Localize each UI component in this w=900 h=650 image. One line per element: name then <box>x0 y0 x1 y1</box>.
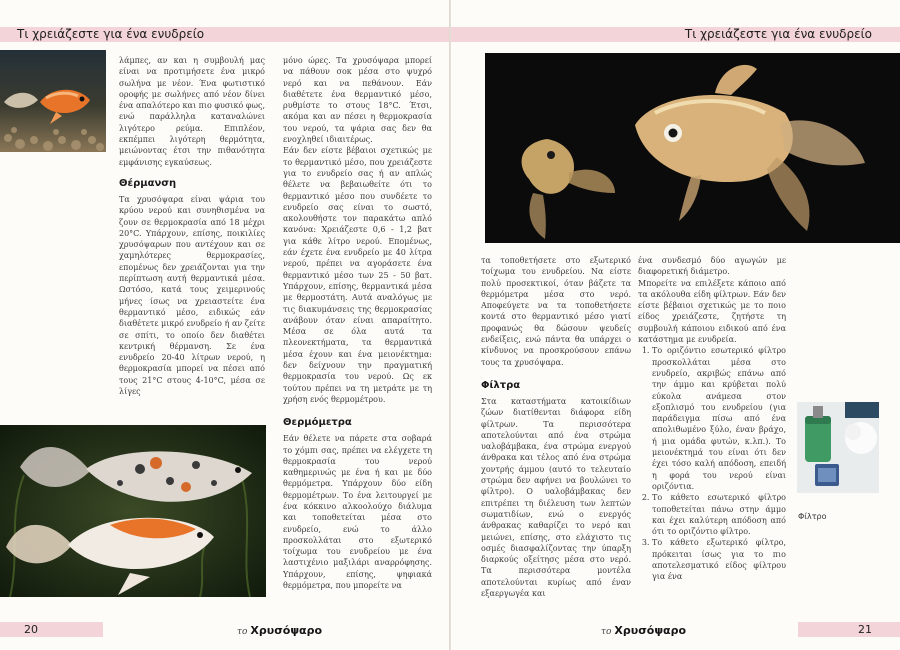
lighting-paragraph: λάμπες, αν και η συμβουλή μας είναι να προτιμήσετε ένα μικρό σωλήνα με νέον. Ένα φωτιστικό οροφής με σωλήνες από νέον δίνει ένα απαλότερο και πιο φυσικό φως, ενώ παράλληλα καταναλώνει λιγότερο ρεύμα. Επιπλέον, εκπέμπει λιγότερη θερμότητα, μειώνοντας έτσι την πιθανότητα εμφάνισης εγκαύσεως. <box>119 56 265 167</box>
thermometer-placement-paragraph: τα τοποθετήσετε στο εξωτερικό τοίχωμα του ενυδρείου. Να είστε πολύ προσεκτικοί, όταν βάζετε τα θερμόμετρα μέσα στο νερό. Αποφεύγετε να τα τοποθετήσετε κοντά στο θερμαντικό μέσο γιατί προφανώς θα δώσουν ψευδείς ενδείξεις, ενώ πάντα θα υπάρχει ο κίνδυνος να προσκρούσουν επάνω τους τα χρυσόψαρα. <box>481 256 631 367</box>
thermometers-heading: Θερμόμετρα <box>283 417 352 429</box>
right-running-header: Τι χρειάζεστε για ένα ενυδρείο <box>684 27 872 41</box>
filter-types-list <box>638 345 786 582</box>
left-column-1 <box>119 55 265 405</box>
filter-choice-paragraph: Μπορείτε να επιλέξετε κάποιο από τα ακόλουθα είδη φίλτρων. Εάν δεν είστε βέβαιοι σχετικώς με το ποιο είδος χρειάζεστε, ζητήστε τη συμβουλή κάποιου ειδικού από ένα κατάστημα με ενυδρεία. <box>638 278 786 345</box>
right-footer-prefix: το <box>601 627 612 637</box>
list-item: 3. Το κάθετο εξωτερικό φίλτρο, πρόκειται ίσως για το πιο αποτελεσματικό είδος φίλτρου για ένα <box>652 537 786 582</box>
heating-heading: Θέρμανση <box>119 177 177 189</box>
left-column-2 <box>283 55 432 595</box>
thermometers-paragraph: Εάν θέλετε να πάρετε στα σοβαρά το χόμπι σας, πρέπει να ελέγχετε τη θερμοκρασία του νερού καθημερινώς με ένα ή και με δύο θερμόμετρα. Υπάρχουν δύο είδη θερμομέτρων. Το ένα λειτουργεί με ένα κόκκινο αλκοολούχο διάλυμα και τοποθετείται μέσα στο ενυδρείο, ενώ το άλλο προσκολλάται στο εξωτερικό τοίχωμα του ενυδρείου με ένα λαστιχένιο μαξιλάρι αναρρόφησης. Υπάρχουν, επίσης, ψηφιακά θερμόμετρα, που μπορείτε να <box>283 434 432 591</box>
aquarium-filter-photo <box>797 402 879 493</box>
calico-goldfish-photo <box>0 425 266 597</box>
left-footer-main: Χρυσόψαρο <box>250 624 323 637</box>
filter-connector-paragraph: ένα συνδεσμό δύο αγωγών με διαφορετική διάμετρο. <box>638 256 786 277</box>
filters-paragraph: Στα καταστήματα κατοικίδιων ζώων διατίθενται διάφορα είδη φίλτρων. Τα περισσότερα αποτελούνται από ένα στρώμα υαλοβάμβακα, ένα στρώμα ενεργού άνθρακα και τέλος από ένα στρώμα χοντρής άμμου (αυτό το τελευταίο στρώμα δεν αφήνει να βουλώνει το φίλτρο). Ο υαλοβάμβακας δεν επιτρέπει τη διέλευση των λεπτών σωματιδίων, ενώ ο ενεργός άνθρακας καθαρίζει το νερό και μειώνει, επίσης, στο ελάχιστο τις οσμές διασφαλίζοντας την ύπαρξη διαρκούς οξείτησς μέσα στο νερό. Τα περισσότερα μοντέλα αποτελούνται κυρίως από έναν εξαεργωγέα και <box>481 396 631 599</box>
left-page-number: 20 <box>24 623 38 636</box>
filter-caption: Φίλτρο <box>798 512 827 521</box>
right-column-1 <box>481 255 631 600</box>
right-footer-main: Χρυσόψαρο <box>614 624 687 637</box>
page-gutter <box>449 0 451 650</box>
left-running-header: Τι χρειάζεστε για ένα ενυδρείο <box>17 27 205 41</box>
list-item: 1. Το οριζόντιο εσωτερικό φίλτρο προσκολλάται μέσα στο ενυδρείο, ακριβώς επάνω από την άμμο και κρύβεται πολύ εύκολα ανάμεσα στον εξοπλισμό του ενυδρείου (για παράδειγμα πίσω από ένα απολιθωμένο ξύλο, έναν βράχο, ή μια ομάδα φυτών, κ.λπ.). Το μειονέκτημά του είναι ότι δεν έχει τόσο καλή απόδοση, επειδή η φορά του νερού είναι οριζόντια. <box>652 345 786 492</box>
right-footer-band <box>798 622 900 637</box>
oranda-goldfish-photo <box>485 53 900 243</box>
heater-paragraph-2: Εάν δεν είστε βέβαιοι σχετικώς με το θερμαντικό μέσο, που χρειάζεστε για το ενυδρείο σας ή αν απλώς θέλετε να βεβαιωθείτε ότι το θερμαντικό μέσο που συνδέετε το ενυδρείο σας είναι το σωστό, ακολουθήστε τον παρακάτω απλό κανόνα: Χρειάζεστε 0,6 - 1,2 βατ για κάθε λίτρο νερού. Επομένως, εάν έχετε ένα ενυδρείο με 40 λίτρα νερού, πρέπει να αγοράσετε ένα θερμαντικό μέσο των 25 - 50 βατ. Υπάρχουν, επίσης, θερμαντικά μέσα με θερμοστάτη. Αυτά αναλόγως με τις διακυμάνσεις της θερμοκρασίας ανάβουν όταν είναι απαραίτητο. Μέσα σε όλα αυτά τα πλεονεκτήματα, τα θερμαντικά μέσα έχουν και ένα μειονέκτημα: δεν δείχνουν την πραγματική θερμοκρασία του νερού. Ως εκ τούτου πρέπει να τη μετράτε με τη χρήση ενός θερμομέτρου. <box>283 146 432 404</box>
left-footer-prefix: το <box>237 627 248 637</box>
goldfish-gravel-photo <box>0 50 106 152</box>
right-page-number: 21 <box>858 623 872 636</box>
list-item: 2. Το κάθετο εσωτερικό φίλτρο τοποθετείται πάνω στην άμμο και έχει καλύτερη απόδοση από ότι το οριζόντιο φίλτρο. <box>652 492 786 537</box>
heater-paragraph-1: μόνο ώρες. Τα χρυσόψαρα μπορεί να πάθουν σοκ μέσα στο ψυχρό νερό και να πεθάνουν. Εάν διαθέτετε ένα θερμαντικό μέσο, ρυθμίστε το στους 18°C. Έτσι, ακόμα και αν πέσει η θερμοκρασία του νερού, τα ψάρια σας δεν θα ενοχληθεί ιδιαιτέρως. <box>283 56 432 145</box>
left-footer-band <box>0 622 103 637</box>
right-column-2 <box>638 255 786 600</box>
heating-paragraph: Τα χρυσόψαρα είναι ψάρια του κρύου νερού και συνηθισμένα να ζουν σε θερμοκρασία από 18 μέχρι 20°C. Υπάρχουν, επίσης, ποικιλίες χρυσόψαρων που αντέχουν και σε χαμηλότερες θερμοκρασίες, επομένως δεν χρειάζονται για την περίπτωση αυτή θερμαντικά μέσα. Ωστόσο, κατά τους χειμερινούς μήνες ίσως να χρειαστείτε ένα θερμαντικό μέσο, ειδικώς εάν διαθέτετε μικρό ενυδρείο ή αν ζείτε σε σπίτι, το οποίο δεν διαθέτει κεντρική θέρμανση. Σε ένα ενυδρείο 20-40 λίτρων νερού, η θερμοκρασία μπορεί να πέσει από τους 21°C στους 4-10°C, μέσα σε λίγες <box>119 194 265 397</box>
filters-heading: Φίλτρα <box>481 379 521 391</box>
right-footer-title <box>601 624 686 639</box>
left-footer-title <box>237 624 322 639</box>
